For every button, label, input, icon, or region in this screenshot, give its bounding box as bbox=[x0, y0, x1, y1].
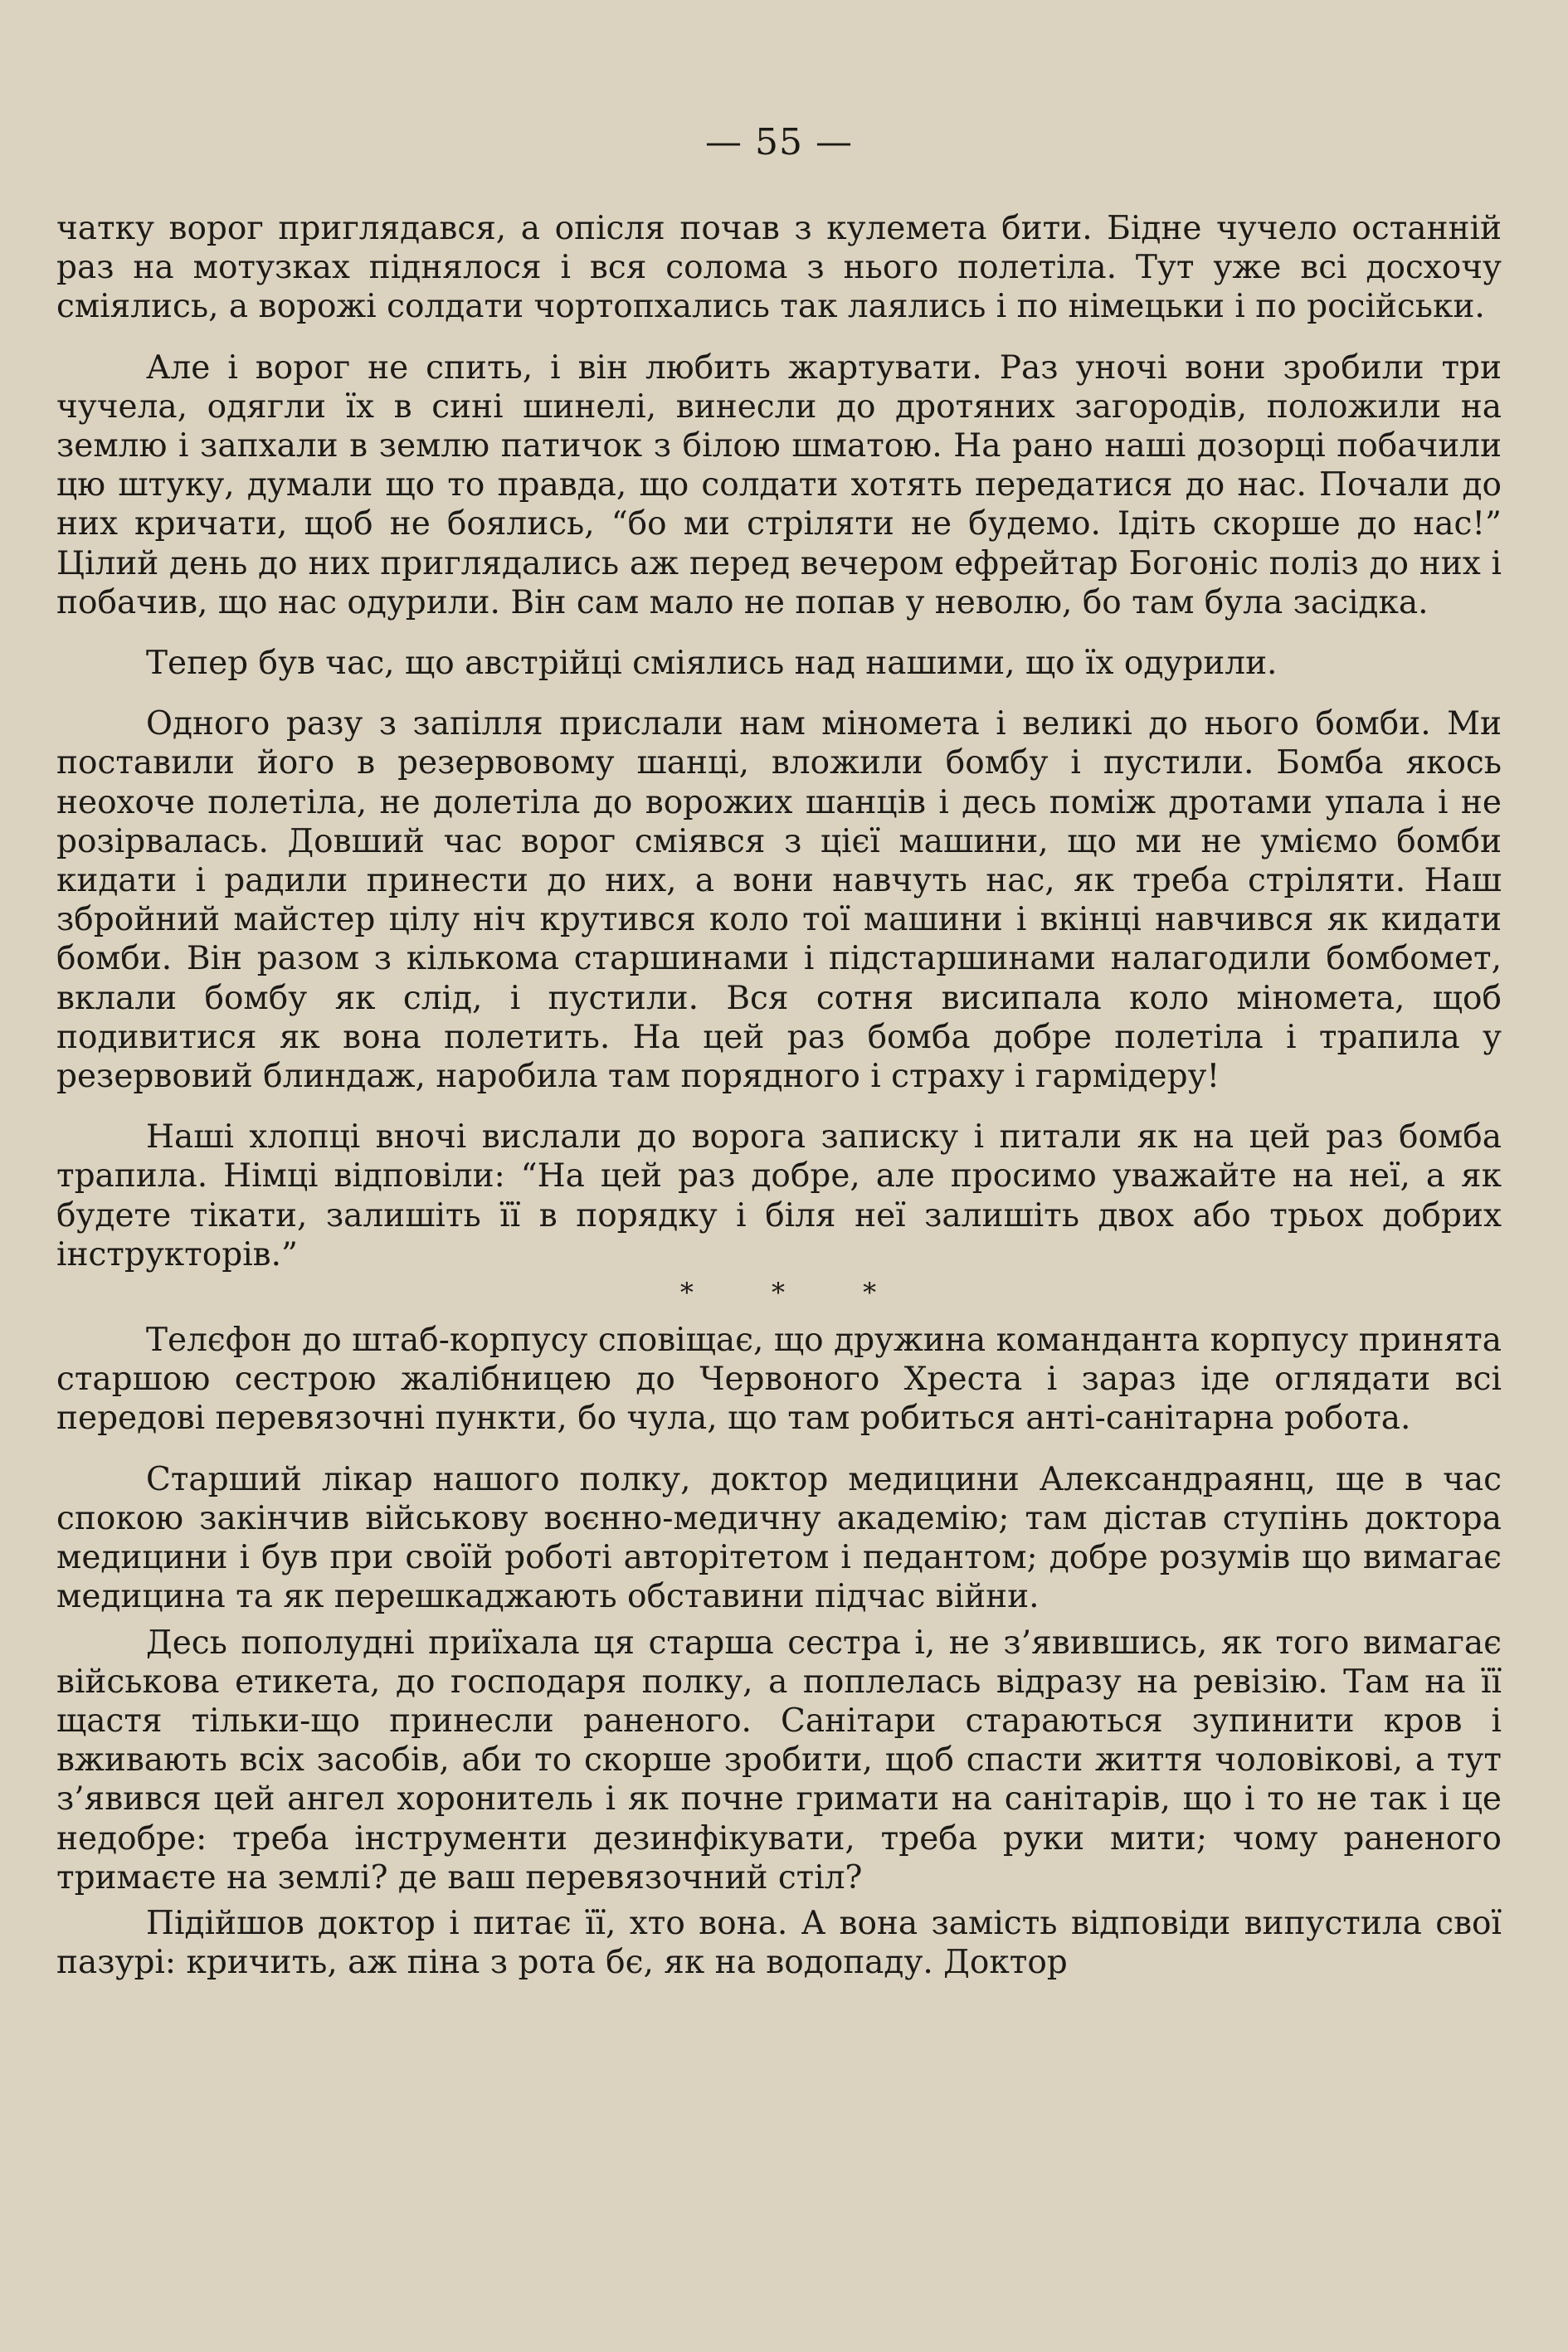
paragraph-7: Старший лікар нашого полку, доктор медицини Александраянц, ще в час спокою закінчив військову воєнно-медичну академію; там дістав ступінь доктора медицини і був при своїй роботі авторітетом і педантом; добре розумів що вимагає медицина та як перешкаджають обставини підчас війни. bbox=[56, 1460, 1502, 1616]
section-separator: * * * bbox=[679, 1277, 912, 1309]
paragraph-6: Телєфон до штаб-корпусу сповіщає, що дружина команданта корпусу принята старшою сестрою жалібницею до Червоного Хреста і зараз іде оглядати всі передові перевязочні пункти, бо чула, що там робиться анті-санітарна робота. bbox=[56, 1322, 1502, 1438]
paragraph-8: Десь пополудні приїхала ця старша сестра і, не з’явившись, як того вимагає військова етикета, до господаря полку, а поплелась відразу на ревізію. Там на її щастя тільки-що принесли раненого. Санітари стараються зупинити кров і вживають всіх засобів, аби то скорше зробити, щоб спасти життя чоловікові, а тут з’явився цей ангел хоронитель і як почне гримати на санітарів, що і то не так і це недобре: треба інструменти дезинфікувати, треба руки мити; чому раненого тримаєте на землі? де ваш перевязочний стіл? bbox=[56, 1624, 1502, 1897]
paragraph-5: Наші хлопці вночі вислали до ворога записку і питали як на цей раз бомба трапила. Німці відповіли: “На цей раз добре, але просимо уважайте на неї, а як будете тікати, залишіть її в порядку і біля неї залишіть двох або трьох добрих інструкторів.” bbox=[56, 1118, 1502, 1273]
paragraph-3: Тепер був час, що австрійці сміялись над нашими, що їх одурили. bbox=[146, 645, 1278, 683]
paragraph-1: чатку ворог приглядався, а опісля почав з кулемета бити. Бідне чучело останній раз на мотузках піднялося і вся солома з нього полетіла. Тут уже всі досхочу сміялись, а ворожі солдати чортопхались так лаялись і по німецьки і по російськи. bbox=[56, 210, 1502, 326]
paragraph-9: Підійшов доктор і питає її, хто вона. А вона замість відповіди випустила свої пазурі: кричить, аж піна з рота бє, як на водопаду. Доктор bbox=[56, 1904, 1502, 1982]
page-number: — 55 — bbox=[705, 121, 853, 163]
paragraph-2: Але і ворог не спить, і він любить жартувати. Раз уночі вони зробили три чучела, одягли їх в сині шинелі, винесли до дротяних загородів, положили на землю і запхали в землю патичок з білою шматою. На рано наші дозорці побачили цю штуку, думали що то правда, що солдати хотять передатися до нас. Почали до них кричати, щоб не боялись, “бо ми стріляти не будемо. Ідіть скорше до нас!” Цілий день до них приглядались аж перед вечером ефрейтар Богоніс поліз до них і побачив, що нас одурили. Він сам мало не попав у неволю, бо там була засідка. bbox=[56, 348, 1502, 621]
paragraph-4: Одного разу з запілля прислали нам міномета і великі до нього бомби. Ми поставили його в резервовому шанці, вложили бомбу і пустили. Бомба якось неохоче полетіла, не долетіла до ворожих шанців і десь поміж дротами упала і не розірвалась. Довший час ворог сміявся з цієї машини, що ми не уміємо бомби кидати і радили принести до них, а вони навчуть нас, як треба стріляти. Наш збройний майстер цілу ніч крутився коло тої машини і вкінці навчився як кидати бомби. Він разом з кількома старшинами і підстаршинами налагодили бомбомет, вклали бомбу як слід, і пустили. Вся сотня висипала коло мінометa, щоб подивитися як вона полетить. На цей раз бомба добре полетіла і трапила у резервовий блиндаж, наробила там порядного і страху і гармідеру! bbox=[56, 705, 1502, 1096]
